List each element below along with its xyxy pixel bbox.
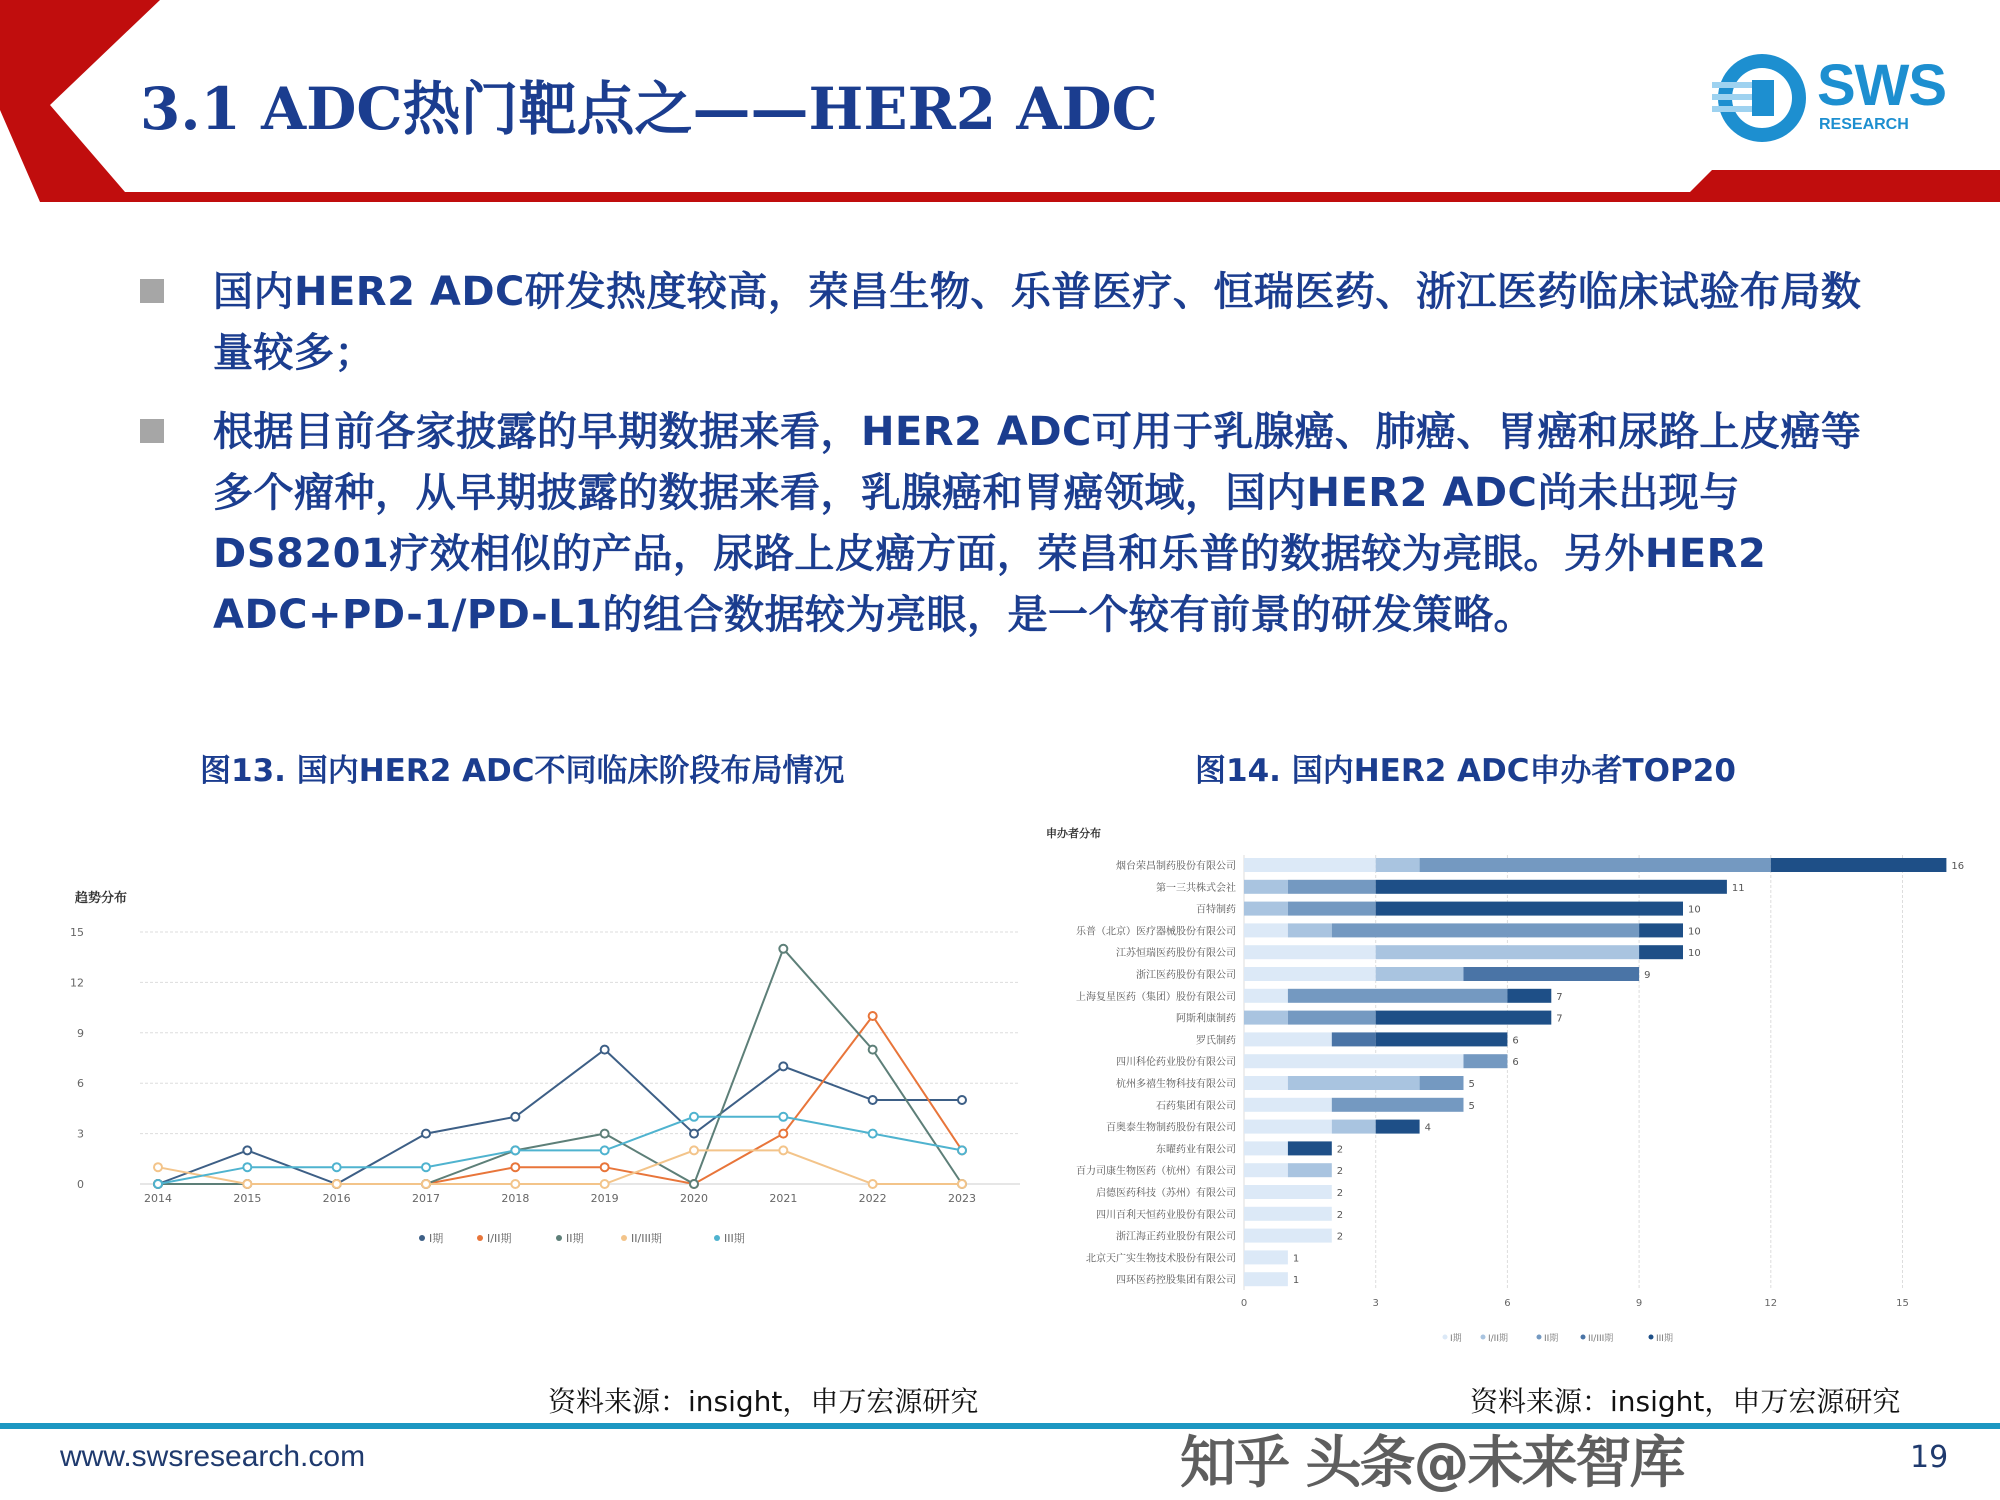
legend-label: I期 <box>1450 1334 1462 1344</box>
bar-total-label: 5 <box>1468 1100 1475 1112</box>
figure-14-title: 图14. 国内HER2 ADC申办者TOP20 <box>1195 753 1736 789</box>
bar-segment-II期 <box>1288 1011 1376 1025</box>
legend-marker-icon <box>477 1235 483 1241</box>
data-point <box>958 1146 966 1154</box>
line-chart <box>60 870 1030 1290</box>
bar-segment-III期 <box>1376 1032 1508 1046</box>
legend-label: III期 <box>1656 1334 1673 1344</box>
figure-14-source: 资料来源：insight，申万宏源研究 <box>1470 1385 1901 1418</box>
data-point <box>511 1163 519 1171</box>
legend-marker-icon <box>1481 1335 1486 1340</box>
bar-segment-I期 <box>1244 1229 1332 1243</box>
bar-total-label: 7 <box>1556 1013 1563 1025</box>
bar-segment-I期 <box>1244 1250 1288 1264</box>
bar-segment-I期 <box>1244 967 1376 981</box>
x-tick-label: 2016 <box>322 1192 351 1205</box>
x-tick-label: 2020 <box>680 1192 708 1205</box>
category-label: 百力司康生物医药（杭州）有限公司 <box>1076 1166 1236 1178</box>
data-point <box>958 1096 966 1104</box>
bar-segment-I期 <box>1244 1207 1332 1221</box>
bar-total-label: 2 <box>1336 1144 1344 1156</box>
bar-segment-I期 <box>1244 1098 1332 1112</box>
bar-total-label: 2 <box>1336 1166 1344 1178</box>
data-point <box>779 945 787 953</box>
logo-text: SWS <box>1817 53 1947 118</box>
bar-segment-II期 <box>1420 858 1771 872</box>
y-tick-label: 12 <box>70 976 84 990</box>
bar-total-label: 4 <box>1424 1122 1431 1134</box>
bar-chart <box>1040 820 1990 1360</box>
figure-13-source: 资料来源：insight，申万宏源研究 <box>548 1385 979 1418</box>
bar-segment-III期 <box>1639 945 1683 959</box>
data-point <box>690 1146 698 1154</box>
watermark: 知乎 头条@未来智库 <box>1180 1431 1684 1496</box>
x-tick-label: 15 <box>1896 1298 1909 1309</box>
y-tick-label: 9 <box>77 1026 84 1040</box>
legend-marker-icon <box>1443 1335 1448 1340</box>
bar-segment-I/II期 <box>1288 1076 1420 1090</box>
bar-segment-I期 <box>1244 1272 1288 1286</box>
x-tick-label: 2017 <box>412 1192 440 1205</box>
x-tick-label: 6 <box>1504 1298 1511 1309</box>
bar-segment-I/II期 <box>1288 923 1332 937</box>
bar-total-label: 7 <box>1556 991 1563 1003</box>
category-label: 第一三共株式会社 <box>1156 882 1236 894</box>
data-point <box>422 1180 430 1188</box>
bar-segment-I/II期 <box>1332 1120 1376 1134</box>
x-tick-label: 2014 <box>144 1192 172 1205</box>
data-point <box>601 1163 609 1171</box>
chart-title: 趋势分布 <box>75 891 128 906</box>
category-label: 启德医药科技（苏州）有限公司 <box>1096 1188 1236 1199</box>
bar-segment-I期 <box>1244 1076 1288 1090</box>
x-tick-label: 0 <box>1240 1298 1248 1309</box>
bar-segment-III期 <box>1376 902 1683 916</box>
legend-label: I期 <box>429 1232 444 1245</box>
bar-total-label: 9 <box>1644 970 1651 981</box>
chart-title: 申办者分布 <box>1046 827 1101 840</box>
bar-segment-II/III期 <box>1332 1032 1376 1046</box>
bar-segment-I期 <box>1244 1141 1288 1155</box>
data-point <box>154 1180 162 1188</box>
bar-segment-I/II期 <box>1244 1011 1288 1025</box>
bar-segment-III期 <box>1639 923 1683 937</box>
data-point <box>154 1163 162 1171</box>
bar-segment-II期 <box>1420 1076 1464 1090</box>
series-line-II期 <box>158 949 962 1184</box>
figure-13-title: 图13. 国内HER2 ADC不同临床阶段布局情况 <box>200 753 845 789</box>
data-point <box>779 1130 787 1138</box>
category-label: 东曜药业有限公司 <box>1156 1144 1236 1156</box>
bar-segment-III期 <box>1376 880 1727 894</box>
bar-total-label: 16 <box>1951 861 1965 872</box>
bar-segment-III期 <box>1376 1120 1420 1134</box>
bar-total-label: 1 <box>1292 1253 1300 1265</box>
bar-segment-III期 <box>1288 1141 1332 1155</box>
bar-segment-II期 <box>1332 923 1639 937</box>
legend-marker-icon <box>1581 1335 1586 1340</box>
bar-total-label: 10 <box>1688 904 1701 916</box>
series-line-III期 <box>158 1117 962 1184</box>
data-point <box>601 1146 609 1154</box>
bar-total-label: 6 <box>1512 1035 1519 1047</box>
legend-marker-icon <box>1537 1335 1542 1340</box>
data-point <box>869 1096 877 1104</box>
data-point <box>243 1146 251 1154</box>
data-point <box>690 1113 698 1121</box>
y-tick-label: 15 <box>70 926 84 939</box>
data-point <box>601 1180 609 1188</box>
data-point <box>511 1146 519 1154</box>
bar-segment-III期 <box>1376 1011 1552 1025</box>
legend-marker-icon <box>621 1235 627 1241</box>
logo-subtext: RESEARCH <box>1819 116 1909 133</box>
bar-segment-I期 <box>1244 858 1376 872</box>
bar-total-label: 2 <box>1336 1231 1344 1243</box>
bar-segment-I/II期 <box>1244 902 1288 916</box>
bar-segment-I期 <box>1244 989 1288 1003</box>
bullet-text: 国内HER2 ADC研发热度较高，荣昌生物、乐普医疗、恒瑞医药、浙江医药临床试验布局数量较多； <box>213 269 1862 376</box>
bar-segment-III期 <box>1771 858 1947 872</box>
data-point <box>958 1180 966 1188</box>
legend-label: II/III期 <box>631 1232 662 1245</box>
bar-segment-II期 <box>1288 902 1376 916</box>
bar-total-label: 10 <box>1688 926 1701 938</box>
data-point <box>779 1062 787 1070</box>
bullet-square-icon <box>140 419 164 443</box>
bullet-item <box>140 402 1900 646</box>
data-point <box>601 1046 609 1054</box>
bar-segment-I期 <box>1244 1185 1332 1199</box>
data-point <box>422 1130 430 1138</box>
bar-segment-I/II期 <box>1244 880 1288 894</box>
bar-total-label: 5 <box>1468 1079 1475 1090</box>
category-label: 百奥泰生物制药股份有限公司 <box>1106 1122 1236 1134</box>
data-point <box>690 1180 698 1188</box>
data-point <box>422 1163 430 1171</box>
legend-label: I/II期 <box>487 1232 512 1245</box>
x-tick-label: 2019 <box>590 1192 619 1205</box>
bar-segment-I/II期 <box>1376 945 1639 959</box>
data-point <box>869 1012 877 1020</box>
legend-label: II期 <box>566 1232 584 1245</box>
data-point <box>779 1146 787 1154</box>
data-point <box>243 1163 251 1171</box>
category-label: 江苏恒瑞医药股份有限公司 <box>1116 948 1236 960</box>
bar-segment-II期 <box>1464 1054 1508 1068</box>
bar-segment-I/II期 <box>1376 967 1464 981</box>
legend-marker-icon <box>419 1235 425 1241</box>
bar-segment-II期 <box>1288 989 1508 1003</box>
x-tick-label: 2023 <box>948 1192 976 1205</box>
category-label: 四环医药控股集团有限公司 <box>1116 1275 1236 1287</box>
legend-label: III期 <box>724 1232 745 1245</box>
bar-segment-I期 <box>1244 923 1288 937</box>
data-point <box>243 1180 251 1188</box>
sws-logo <box>1712 50 1952 150</box>
bar-segment-III期 <box>1507 989 1551 1003</box>
bar-segment-II/III期 <box>1464 967 1640 981</box>
bar-total-label: 2 <box>1336 1188 1344 1199</box>
y-tick-label: 0 <box>77 1178 84 1191</box>
category-label: 阿斯利康制药 <box>1176 1013 1236 1025</box>
bar-total-label: 11 <box>1731 882 1745 894</box>
logo-mark-icon <box>1712 50 1812 150</box>
data-point <box>601 1130 609 1138</box>
page-number: 19 <box>1910 1440 1949 1475</box>
data-point <box>869 1180 877 1188</box>
category-label: 烟台荣昌制药股份有限公司 <box>1116 861 1236 872</box>
y-tick-label: 3 <box>77 1127 84 1141</box>
x-tick-label: 2021 <box>769 1192 798 1205</box>
bar-segment-I/II期 <box>1288 1163 1332 1177</box>
x-tick-label: 12 <box>1764 1298 1778 1309</box>
category-label: 上海复星医药（集团）股份有限公司 <box>1076 991 1236 1003</box>
data-point <box>511 1113 519 1121</box>
data-point <box>511 1180 519 1188</box>
bar-segment-I期 <box>1244 1163 1288 1177</box>
bar-segment-I/II期 <box>1376 858 1420 872</box>
bar-segment-I期 <box>1244 1120 1332 1134</box>
bar-segment-I期 <box>1244 1032 1332 1046</box>
legend-marker-icon <box>1649 1335 1654 1340</box>
bar-total-label: 2 <box>1336 1209 1344 1221</box>
x-tick-label: 9 <box>1635 1298 1643 1309</box>
website-link[interactable]: www.swsresearch.com <box>60 1440 366 1473</box>
category-label: 杭州多禧生物科技有限公司 <box>1116 1079 1236 1090</box>
data-point <box>333 1163 341 1171</box>
category-label: 浙江海正药业股份有限公司 <box>1116 1231 1236 1243</box>
legend-label: I/II期 <box>1488 1334 1508 1344</box>
category-label: 乐普（北京）医疗器械股份有限公司 <box>1076 926 1236 938</box>
legend-label: II期 <box>1544 1334 1559 1344</box>
bullet-item <box>140 262 1900 384</box>
category-label: 四川科伦药业股份有限公司 <box>1116 1057 1236 1069</box>
bar-segment-I期 <box>1244 1054 1464 1068</box>
bullet-square-icon <box>140 279 164 303</box>
category-label: 百特制药 <box>1196 904 1236 916</box>
bar-total-label: 6 <box>1512 1057 1519 1069</box>
legend-label: II/III期 <box>1588 1334 1614 1344</box>
x-tick-label: 3 <box>1372 1298 1379 1309</box>
footer-divider <box>0 1423 2000 1429</box>
data-point <box>333 1180 341 1188</box>
data-point <box>779 1113 787 1121</box>
bar-total-label: 1 <box>1292 1275 1300 1287</box>
x-tick-label: 2018 <box>501 1192 530 1205</box>
data-point <box>690 1130 698 1138</box>
bar-segment-II期 <box>1332 1098 1464 1112</box>
x-tick-label: 2022 <box>858 1192 887 1205</box>
category-label: 浙江医药股份有限公司 <box>1136 970 1236 981</box>
y-tick-label: 6 <box>77 1077 84 1091</box>
category-label: 石药集团有限公司 <box>1156 1100 1236 1112</box>
bar-segment-II期 <box>1288 880 1376 894</box>
series-line-I期 <box>158 1050 962 1184</box>
bar-segment-I期 <box>1244 945 1376 959</box>
page-title: 3.1 ADC热门靶点之——HER2 ADC <box>140 75 1158 143</box>
bullet-list <box>140 262 1900 664</box>
data-point <box>869 1130 877 1138</box>
bar-total-label: 10 <box>1688 948 1701 960</box>
series-line-I/II期 <box>158 1016 962 1184</box>
x-tick-label: 2015 <box>233 1192 262 1205</box>
category-label: 罗氏制药 <box>1196 1035 1236 1047</box>
category-label: 北京天广实生物技术股份有限公司 <box>1086 1253 1236 1265</box>
legend-marker-icon <box>714 1235 720 1241</box>
legend-marker-icon <box>556 1235 562 1241</box>
category-label: 四川百利天恒药业股份有限公司 <box>1096 1209 1236 1221</box>
data-point <box>869 1046 877 1054</box>
bullet-text: 根据目前各家披露的早期数据来看，HER2 ADC可用于乳腺癌、肺癌、胃癌和尿路上皮癌等多个瘤种，从早期披露的数据来看，乳腺癌和胃癌领域，国内HER2 ADC尚未出现与DS8201疗效相似的产品，尿路上皮癌方面，荣昌和乐普的数据较为亮眼。另外HER2 ADC+PD-1/PD-L1的组合数据较为亮眼，是一个较有前景的研发策略。 <box>213 409 1862 638</box>
